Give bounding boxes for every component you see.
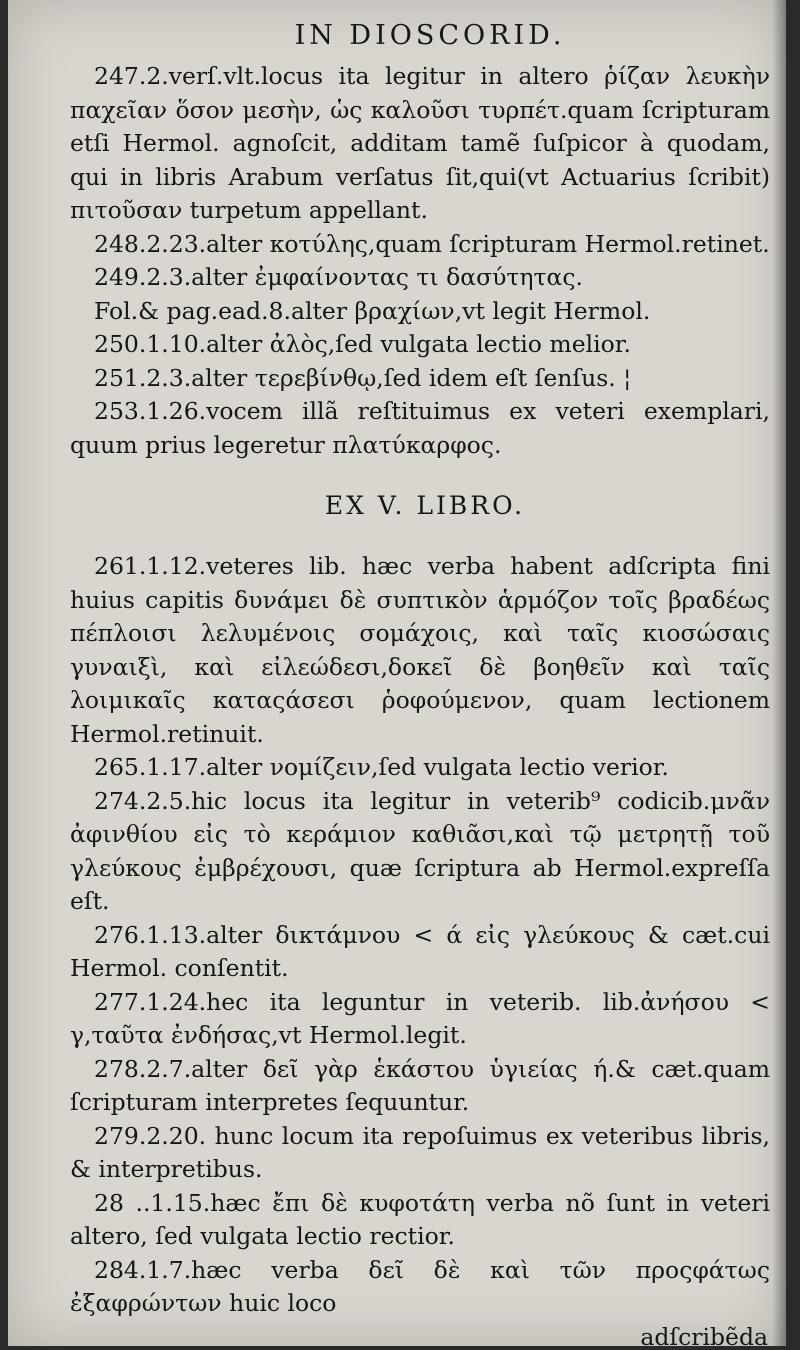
entry-253: 253.1.26.vocem illã reſtituimus ex veteri exemplari, quum prius legeretur πλατύκαρφος. (70, 397, 770, 459)
entry-248: 248.2.23.alter κοτύλης,quam ſcripturam Hermol.retinet. (94, 229, 770, 258)
page-text (70, 14, 770, 1346)
entry-250: 250.1.10.alter ἀλὸς,ſed vulgata lectio melior. (94, 330, 631, 358)
entry-261: 261.1.12.veteres lib. hæc verba habent adſcripta fini huius capitis δυνάμει δὲ συπτικὸν ἁρμόζον τοῖς βραδέως πέπλοισι λελυμένοις σομάχοις, καὶ ταῖς κιοσώσαις γυναιξὶ, καὶ εἰλεώδεσι,δοκεῖ δὲ βοηθεῖν καὶ ταῖς λοιμικαῖς καταςάσεσι ῥοφούμενον, quam lectionem Hermol.retinuit. (70, 552, 770, 748)
entry-284: 284.1.7.hæc verba δεῖ δὲ καὶ τῶν προςφάτως ἐξαφρώντων huic loco (70, 1255, 770, 1317)
entry-251: 251.2.3.alter τερεβίνθῳ,ſed idem eſt ſenſus. ¦ (94, 363, 632, 392)
entry-276: 276.1.13.alter δικτάμνου < ά εἰς γλεύκους & cæt.cui Hermol. conſentit. (70, 920, 770, 982)
section-title: EX V. LIBRO. (324, 491, 526, 520)
book-page (8, 0, 786, 1346)
entry-278: 278.2.7.alter δεῖ γὰρ ἑκάστου ὑγιείας ή.& cæt.quam ſcripturam interpretes ſequuntur. (70, 1054, 770, 1116)
entry-279: 279.2.20. hunc locum ita repoſuimus ex veteribus libris, & interpretibus. (70, 1121, 770, 1183)
entry-28x: 28 ..1.15.hæc ἔπι δὲ κυφοτάτη verba nõ ſunt in veteri altero, ſed vulgata lectio rectior. (70, 1188, 770, 1250)
running-header: IN DIOSCORID. (294, 20, 566, 51)
entry-277: 277.1.24.hec ita leguntur in veterib. lib.ἀνήσου < γ,ταῦτα ἐνδήσας,vt Hermol.legit. (70, 987, 770, 1049)
entry-274: 274.2.5.hic locus ita legitur in veterib⁹ codicib.μνᾶν ἀφινθίου εἰς τὸ κεράμιον καθιᾶσι,καὶ τῷ μετρητῇ τοῦ γλεύκους ἐμβρέχουσι, quæ ſcriptura ab Hermol.expreſſa eſt. (70, 786, 770, 915)
entry-247: 247.2.verſ.vlt.locus ita legitur in altero ῥίζαν λευκὴν παχεῖαν ὅσον μεσὴν, ὡς καλοῦσι τυρπέτ.quam ſcripturam etſi Hermol. agnoſcit, additam tamẽ ſuſpicor à quodam, qui in libris Arabum verſatus ſit,qui(vt Actuarius ſcribit) πιτοῦσαν turpetum appellant. (70, 62, 770, 224)
entry-265: 265.1.17.alter νομίζειν,ſed vulgata lectio verior. (94, 753, 669, 781)
catchword: adſcribẽda (640, 1322, 768, 1346)
entry-249: 249.2.3.alter ἐμφαίνοντας τι δασύτητας. (94, 263, 584, 291)
entry-fol: Fol.& pag.ead.8.alter βραχίων,vt legit Hermol. (94, 296, 651, 325)
